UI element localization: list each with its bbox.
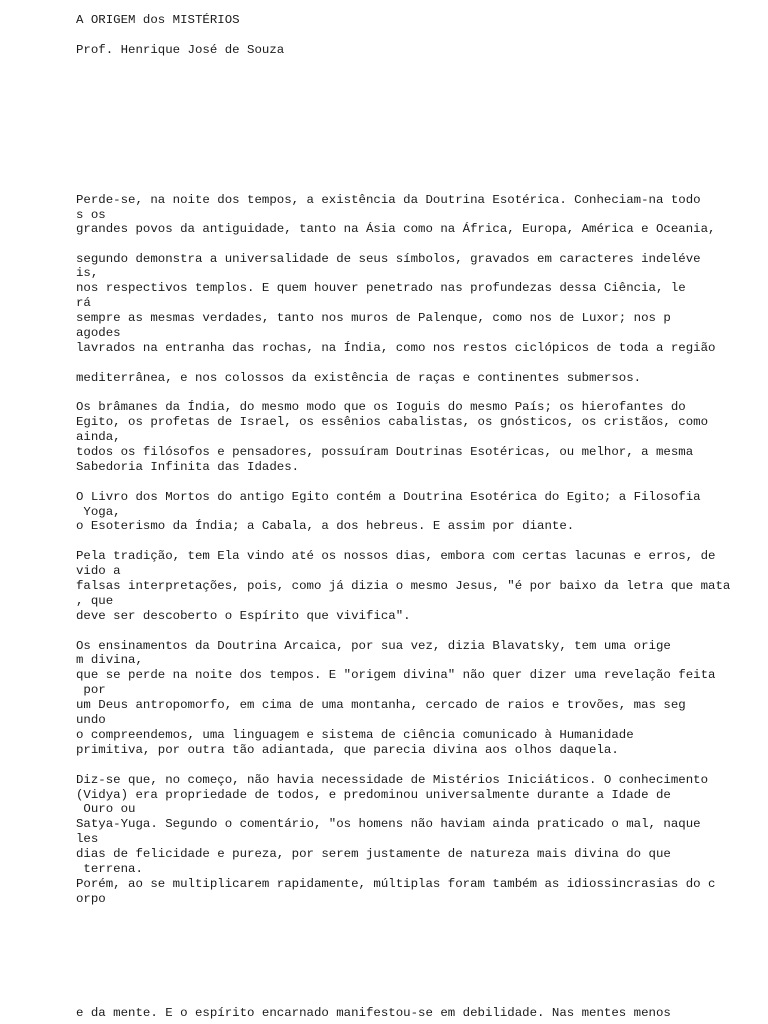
text-line: e da mente. E o espírito encarnado manifestou-se em debilidade. Nas mentes menos bbox=[76, 1006, 671, 1020]
text-line: lavrados na entranha das rochas, na Índia, como nos restos ciclópicos de toda a região bbox=[76, 341, 716, 355]
text-line: que se perde na noite dos tempos. E "origem divina" não quer dizer uma revelação feita bbox=[76, 668, 716, 682]
text-line: Perde-se, na noite dos tempos, a existência da Doutrina Esotérica. Conheciam-na todo bbox=[76, 193, 701, 207]
text-line: Ouro ou bbox=[76, 802, 136, 816]
text-line: agodes bbox=[76, 326, 121, 340]
text-line: mediterrânea, e nos colossos da existência de raças e continentes submersos. bbox=[76, 371, 642, 385]
text-line: m divina, bbox=[76, 653, 143, 667]
text-line: les bbox=[76, 832, 99, 846]
text-line: Pela tradição, tem Ela vindo até os nossos dias, embora com certas lacunas e erros, de bbox=[76, 549, 716, 563]
text-line: dias de felicidade e pureza, por serem justamente de natureza mais divina do que bbox=[76, 847, 671, 861]
text-line: um Deus antropomorfo, em cima de uma montanha, cercado de raios e trovões, mas seg bbox=[76, 698, 686, 712]
text-line: segundo demonstra a universalidade de seus símbolos, gravados em caracteres indeléve bbox=[76, 252, 701, 266]
text-line: orpo bbox=[76, 892, 106, 906]
text-line: rá bbox=[76, 296, 91, 310]
text-line: nos respectivos templos. E quem houver penetrado nas profundezas dessa Ciência, le bbox=[76, 281, 686, 295]
text-line: deve ser descoberto o Espírito que vivifica". bbox=[76, 609, 411, 623]
text-line: ainda, bbox=[76, 430, 121, 444]
text-line: Yoga, bbox=[76, 505, 121, 519]
text-line: por bbox=[76, 683, 106, 697]
document-author: Prof. Henrique José de Souza bbox=[76, 43, 285, 57]
text-line: Egito, os profetas de Israel, os essênios cabalistas, os gnósticos, os cristãos, como bbox=[76, 415, 709, 429]
text-line: Os ensinamentos da Doutrina Arcaica, por sua vez, dizia Blavatsky, tem uma orige bbox=[76, 639, 671, 653]
text-line: Sabedoria Infinita das Idades. bbox=[76, 460, 300, 474]
text-line: s os bbox=[76, 208, 106, 222]
text-line: Diz-se que, no começo, não havia necessidade de Mistérios Iniciáticos. O conhecimento bbox=[76, 773, 709, 787]
text-line: todos os filósofos e pensadores, possuíram Doutrinas Esotéricas, ou melhor, a mesma bbox=[76, 445, 694, 459]
text-line: (Vidya) era propriedade de todos, e predominou universalmente durante a Idade de bbox=[76, 788, 671, 802]
text-line: undo bbox=[76, 713, 106, 727]
text-line: , que bbox=[76, 594, 114, 608]
text-line: falsas interpretações, pois, como já dizia o mesmo Jesus, "é por baixo da letra que mata bbox=[76, 579, 731, 593]
text-line: O Livro dos Mortos do antigo Egito contém a Doutrina Esotérica do Egito; a Filosofia bbox=[76, 490, 701, 504]
text-line: sempre as mesmas verdades, tanto nos muros de Palenque, como nos de Luxor; nos p bbox=[76, 311, 671, 325]
text-line: terrena. bbox=[76, 862, 143, 876]
text-line: primitiva, por outra tão adiantada, que parecia divina aos olhos daquela. bbox=[76, 743, 619, 757]
document-title: A ORIGEM dos MISTÉRIOS bbox=[76, 13, 240, 27]
text-line: Porém, ao se multiplicarem rapidamente, múltiplas foram também as idiossincrasias do c bbox=[76, 877, 716, 891]
text-line: is, bbox=[76, 266, 99, 280]
text-line: Os brâmanes da Índia, do mesmo modo que os Ioguis do mesmo País; os hierofantes do bbox=[76, 400, 686, 414]
text-line: grandes povos da antiguidade, tanto na Ásia como na África, Europa, América e Oceania, bbox=[76, 222, 716, 236]
text-line: vido a bbox=[76, 564, 121, 578]
text-line: o compreendemos, uma linguagem e sistema de ciência comunicado à Humanidade bbox=[76, 728, 634, 742]
text-line: Satya-Yuga. Segundo o comentário, "os homens não haviam ainda praticado o mal, naque bbox=[76, 817, 701, 831]
text-line: o Esoterismo da Índia; a Cabala, a dos hebreus. E assim por diante. bbox=[76, 519, 575, 533]
